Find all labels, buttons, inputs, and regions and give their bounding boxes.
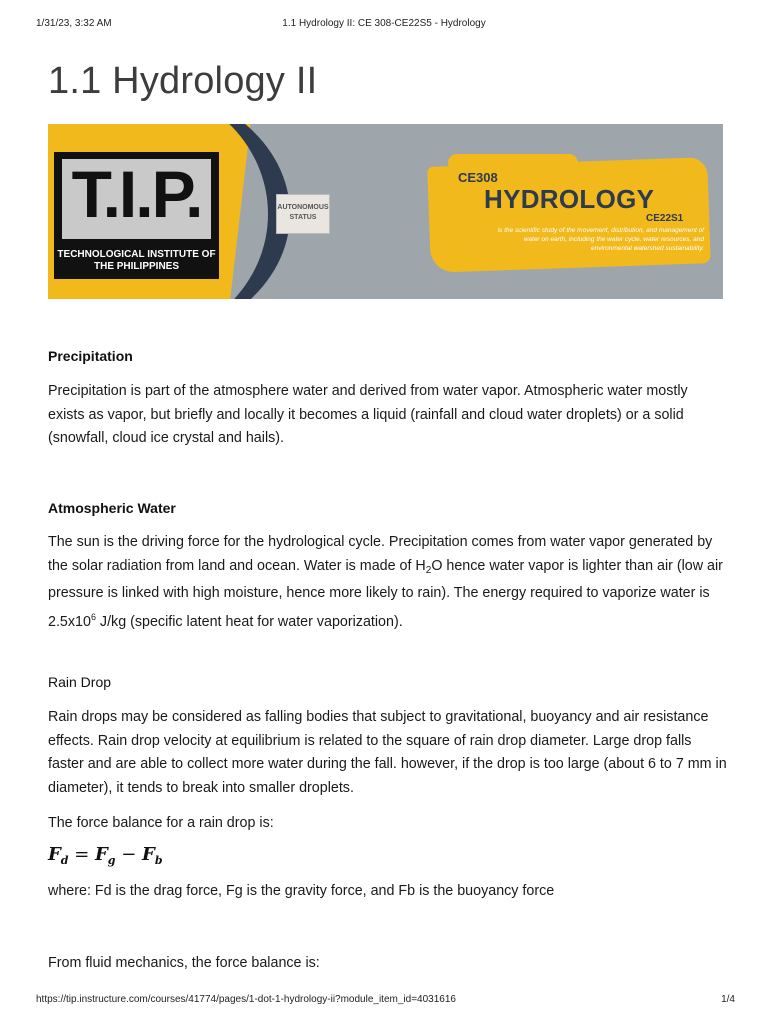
- heading-rain-drop: Rain Drop: [48, 674, 112, 690]
- course-name: HYDROLOGY: [484, 184, 655, 214]
- paragraph-rain-drop: Rain drops may be considered as falling bodies that subject to gravitational, buoyancy and air resistance effects. Rain drop velocity at equilibrium is related to the square of rain drop diameter. Large drop falls faster and are able to collect more water during the fall. however, if the drop is too large (about 6 to 7 mm in diameter), it tends to break into smaller droplets.: [48, 709, 727, 796]
- course-tagline: is the scientific study of the movement, distribution, and management of water on earth, including the water cycle, water resources, and environmental watershed sustainability.: [497, 227, 704, 252]
- eq-term2: F: [142, 844, 155, 865]
- superscript-6: 6: [90, 611, 96, 622]
- institute-name: TECHNOLOGICAL INSTITUTE OF THE PHILIPPINES: [57, 249, 216, 272]
- fluid-mechanics-intro: From fluid mechanics, the force balance is:: [48, 955, 320, 971]
- print-timestamp: 1/31/23, 3:32 AM: [36, 18, 112, 29]
- print-page-number: 1/4: [721, 994, 735, 1005]
- eq-term1-sub: g: [107, 854, 116, 867]
- eq-minus: −: [115, 844, 143, 865]
- eq-equals: =: [68, 844, 96, 865]
- atm-text-b: O hence water vapor is lighter than air (low air pressure is linked with high moisture, hence more likely to rain). The energy required to vaporize water is 2.5x10: [48, 557, 723, 630]
- eq-lhs: F: [48, 844, 61, 865]
- course-banner: [48, 124, 723, 299]
- subscript-2: 2: [425, 564, 432, 576]
- atm-text-c: J/kg (specific latent heat for water vaporization).: [95, 613, 403, 630]
- eq-lhs-sub: d: [60, 854, 69, 867]
- heading-atmospheric-water: Atmospheric Water: [48, 500, 176, 516]
- equation-legend: where: Fd is the drag force, Fg is the gravity force, and Fb is the buoyancy force: [48, 883, 555, 899]
- course-code: CE308: [458, 170, 498, 185]
- eq-term1: F: [95, 844, 108, 865]
- eq-term2-sub: b: [154, 854, 163, 867]
- logo-stripe: [54, 145, 219, 152]
- heading-precipitation: Precipitation: [48, 348, 133, 364]
- logo-letters: T.I.P.: [71, 157, 202, 231]
- force-balance-equation: [48, 844, 163, 867]
- autonomous-sign: AUTONOMOUS STATUS: [276, 194, 330, 234]
- print-url: https://tip.instructure.com/courses/41774/pages/1-dot-1-hydrology-ii?module_item_id=4031616: [36, 994, 456, 1005]
- paragraph-precipitation: Precipitation is part of the atmosphere water and derived from water vapor. Atmospheric water mostly exists as vapor, but briefly and locally it becomes a liquid (rainfall and cloud water droplets) or a solid (snowfall, cloud ice crystal and hails).: [48, 383, 688, 446]
- page-title: 1.1 Hydrology II: [48, 60, 318, 102]
- course-section: CE22S1: [646, 213, 684, 224]
- atm-text-a: The sun is the driving force for the hydrological cycle. Precipitation comes from water vapor generated by the solar radiation from land and ocean. Water is made of H: [48, 534, 713, 574]
- print-doc-title: 1.1 Hydrology II: CE 308-CE22S5 - Hydrology: [282, 18, 486, 29]
- force-balance-intro: The force balance for a rain drop is:: [48, 815, 274, 831]
- paragraph-atmospheric-water: [48, 531, 728, 634]
